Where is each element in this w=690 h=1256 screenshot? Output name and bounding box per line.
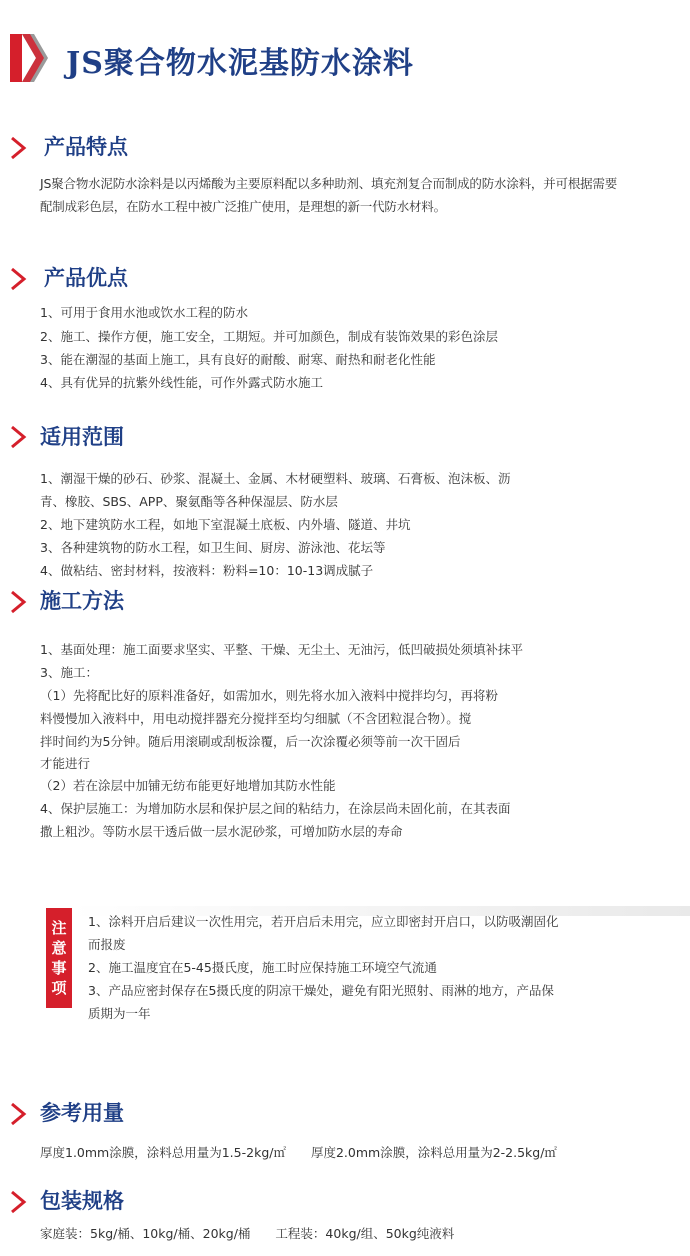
usage-text-line: 厚度1.0mm涂膜，涂料总用量为1.5-2kg/㎡ 厚度2.0mm涂膜，涂料总用量为2-2.5kg/㎡	[40, 1145, 557, 1160]
scope-list-item: 2、地下建筑防水工程，如地下室混凝土底板、内外墙、隧道、井坑	[40, 517, 411, 532]
features-text-line: JS聚合物水泥防水涂料是以丙烯酸为主要原料配以多种助剂、填充剂复合而制成的防水涂料，并可根据需要	[40, 176, 618, 191]
notice-text-line: 而报废	[88, 937, 126, 952]
chevron-right-icon	[8, 1101, 30, 1127]
section-title-scope: 适用范围	[40, 424, 124, 449]
advantages-list-item: 3、能在潮湿的基面上施工，具有良好的耐酸、耐寒、耐热和耐老化性能	[40, 352, 436, 367]
chevron-right-icon	[8, 266, 30, 292]
notice-text-line: 质期为一年	[88, 1006, 151, 1021]
section-title-advantages: 产品优点	[44, 265, 128, 290]
scope-list-item: 3、各种建筑物的防水工程，如卫生间、厨房、游泳池、花坛等	[40, 540, 386, 555]
packaging-text-line: 家庭装：5kg/桶、10kg/桶、20kg/桶 工程装：40kg/组、50kg纯液料	[40, 1226, 455, 1241]
chevron-right-icon	[8, 1189, 30, 1215]
notice-text-line: 3、产品应密封保存在5摄氏度的阴凉干燥处，避免有阳光照射、雨淋的地方，产品保	[88, 983, 554, 998]
scope-list-item: 4、做粘结、密封材料，按液料：粉料=10：10-13调成腻子	[40, 563, 374, 578]
notice-tag-char: 事	[51, 959, 67, 977]
section-title-packaging: 包装规格	[40, 1188, 124, 1213]
title-chevron-icon	[8, 32, 52, 84]
notice-tag-char: 注	[51, 919, 67, 937]
method-text-line: （1）先将配比好的原料准备好，如需加水，则先将水加入液料中搅拌均匀，再将粉	[40, 688, 498, 703]
method-text-line: 才能进行	[40, 756, 91, 771]
scope-list-item: 青、橡胶、SBS、APP、聚氨酯等各种保湿层、防水层	[40, 494, 338, 509]
advantages-list-item: 2、施工、操作方便，施工安全，工期短。并可加颜色，制成有装饰效果的彩色涂层	[40, 329, 498, 344]
method-text-line: 拌时间约为5分钟。随后用滚刷或刮板涂覆，后一次涂覆必须等前一次干固后	[40, 734, 461, 749]
chevron-right-icon	[8, 135, 30, 161]
notice-tag	[46, 908, 72, 1008]
section-title-usage: 参考用量	[40, 1100, 124, 1125]
method-text-line: （2）若在涂层中加铺无纺布能更好地增加其防水性能	[40, 778, 336, 793]
advantages-list-item: 1、可用于食用水池或饮水工程的防水	[40, 305, 248, 320]
notice-text-line: 2、施工温度宜在5-45摄氏度，施工时应保持施工环境空气流通	[88, 960, 437, 975]
method-text-line: 3、施工：	[40, 665, 98, 680]
scope-list-item: 1、潮湿干燥的砂石、砂浆、混凝土、金属、木材硬塑料、玻璃、石膏板、泡沫板、沥	[40, 471, 511, 486]
method-text-line: 1、基面处理：施工面要求坚实、平整、干燥、无尘土、无油污，低凹破损处须填补抹平	[40, 642, 523, 657]
method-text-line: 撒上粗沙。等防水层干透后做一层水泥砂浆，可增加防水层的寿命	[40, 824, 403, 839]
chevron-right-icon	[8, 424, 30, 450]
method-text-line: 4、保护层施工：为增加防水层和保护层之间的粘结力，在涂层尚未固化前，在其表面	[40, 801, 511, 816]
page-title: JS聚合物水泥基防水涂料	[66, 46, 414, 81]
section-title-method: 施工方法	[40, 588, 124, 613]
notice-tag-char: 意	[51, 939, 67, 957]
features-text-line: 配制成彩色层，在防水工程中被广泛推广使用，是理想的新一代防水材料。	[40, 199, 446, 214]
notice-text-line: 1、涂料开启后建议一次性用完，若开启后未用完，应立即密封开启口，以防吸潮固化	[88, 914, 559, 929]
method-text-line: 料慢慢加入液料中，用电动搅拌器充分搅拌至均匀细腻（不含团粒混合物）。搅	[40, 711, 472, 726]
notice-tag-char: 项	[51, 979, 67, 997]
section-title-features: 产品特点	[44, 134, 128, 159]
advantages-list-item: 4、具有优异的抗紫外线性能，可作外露式防水施工	[40, 375, 323, 390]
chevron-right-icon	[8, 589, 30, 615]
